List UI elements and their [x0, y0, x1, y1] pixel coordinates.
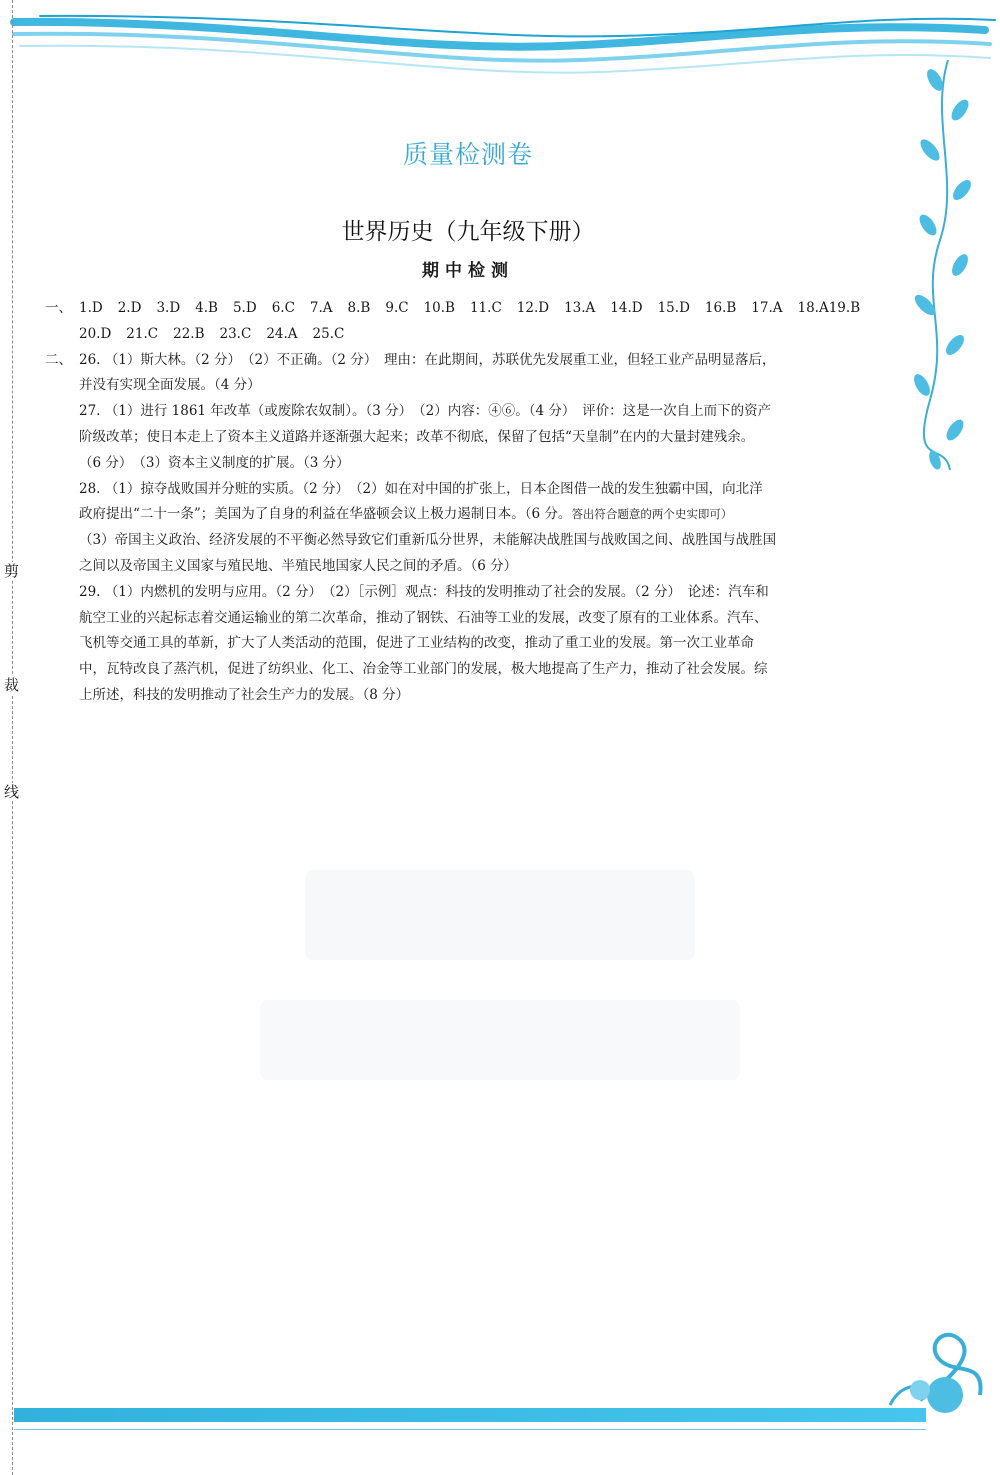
mc-answer: 3.D	[156, 300, 181, 316]
mc-answer: 1.D	[79, 300, 103, 316]
mc-answer: 16.B	[704, 300, 737, 316]
mc-answer: 24.A	[266, 325, 298, 342]
mc-answer: 15.D	[657, 300, 690, 316]
watermark	[260, 870, 740, 1080]
mc-answer-list	[79, 296, 893, 348]
cut-line-char-1: 剪	[4, 562, 20, 580]
q28-line-1: 28. （1）掠夺战败国并分赃的实质。（2 分） （2）如在对中国的扩张上，日本企图借一战的发生独霸中国，向北洋	[79, 480, 763, 497]
footer-band	[14, 1408, 926, 1422]
footer-line	[14, 1429, 926, 1430]
q27-line-3: （6 分） （3）资本主义制度的扩展。（3 分）	[79, 454, 350, 471]
subject-title: 世界历史（九年级下册）	[341, 219, 595, 245]
q29-line-2: 航空工业的兴起标志着交通运输业的第二次革命，推动了钢铁、石油等工业的发展，改变了原有的工业体系。汽车、	[79, 609, 768, 626]
q28-line-4: 之间以及帝国主义国家与殖民地、半殖民地国家人民之间的矛盾。（6 分）	[79, 557, 518, 574]
header-title: 质量检测卷	[402, 140, 533, 169]
mc-answer: 5.D	[232, 300, 257, 316]
mc-answer: 8.B	[347, 300, 371, 316]
q29-line-1: 29. （1）内燃机的发明与应用。（2 分） （2）［示例］观点：科技的发明推动了社会的发展。（2 分） 论述：汽车和	[79, 583, 769, 600]
q28-note: 答出符合题意的两个史实即可）	[571, 507, 733, 522]
section-1	[45, 296, 893, 348]
q27-line-2: 阶级改革；使日本走上了资本主义道路并逐渐强大起来；改革不彻底，保留了包括“天皇制”在内的大量封建残余。	[79, 428, 755, 445]
mc-answer: 13.A	[564, 300, 596, 316]
mc-answer: 6.C	[271, 300, 295, 316]
q28-line-3: （3）帝国主义政治、经济发展的不平衡必然导致它们重新瓜分世界，未能解决战胜国与战败国之间、战胜国与战胜国	[79, 532, 777, 549]
q27-line-1: 27. （1）进行 1861 年改革（或废除农奴制）。（3 分） （2）内容：④⑥。（4 分） 评价：这是一次自上而下的资产	[79, 403, 772, 420]
mc-answer: 25.C	[312, 325, 345, 342]
section-2-q26	[45, 348, 893, 374]
q26-line-1: 26. （1）斯大林。（2 分） （2）不正确。（2 分） 理由：在此期间，苏联优先发展重工业，但轻工业产品明显落后，	[79, 351, 776, 368]
cut-line-char-3: 线	[4, 783, 20, 801]
mc-answer: 23.C	[219, 325, 252, 342]
q28-line-2	[45, 502, 893, 528]
q28-line-2a: 政府提出“二十一条”；美国为了自身的利益在华盛顿会议上极力遏制日本。（6 分。	[79, 506, 572, 523]
mc-answer: 12.D	[516, 300, 550, 316]
exam-title: 期中检测	[422, 261, 514, 281]
mc-answer: 17.A	[751, 300, 783, 316]
swirl-decoration	[890, 1335, 981, 1413]
section-2-mark: 二、	[45, 351, 72, 368]
q29-line-3: 飞机等交通工具的革新，扩大了人类活动的范围，促进了工业结构的改变，推动了重工业的发展。第一次工业革命	[79, 635, 754, 652]
mc-answer: 10.B	[423, 300, 455, 316]
answer-content	[45, 296, 893, 709]
mc-answer: 22.B	[173, 325, 205, 342]
q29-line-4: 中，瓦特改良了蒸汽机，促进了纺织业、化工、冶金等工业部门的发展，极大地提高了生产力，推动了社会发展。综	[79, 661, 768, 678]
mc-answer: 4.B	[195, 300, 218, 316]
q29-line-5: 上所述，科技的发明推动了社会生产力的发展。（8 分）	[79, 686, 410, 703]
mc-answer: 14.D	[610, 300, 643, 316]
q26-line-2: 并没有实现全面发展。（4 分）	[79, 377, 261, 394]
mc-answer: 21.C	[126, 325, 159, 342]
mc-answer: 7.A	[309, 300, 333, 316]
cut-line-char-2: 裁	[4, 676, 20, 694]
mc-answer: 18.A	[797, 300, 829, 316]
mc-answer: 11.C	[469, 300, 502, 316]
mc-answer: 19.B	[828, 300, 861, 316]
mc-answer: 20.D	[79, 325, 112, 342]
top-wave-ribbon	[14, 16, 995, 73]
mc-answer: 2.D	[117, 300, 142, 316]
section-1-mark: 一、	[45, 300, 72, 316]
mc-answer: 9.C	[385, 300, 409, 316]
